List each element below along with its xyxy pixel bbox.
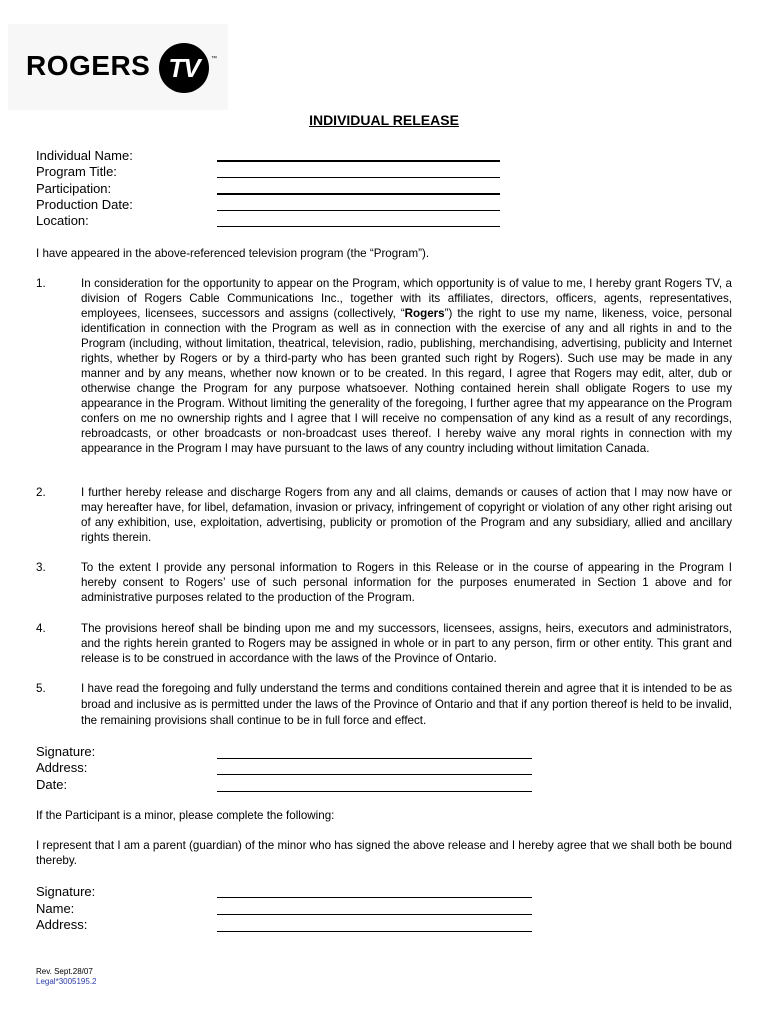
guardian-signature-line [217, 897, 532, 898]
signature-label: Signature: [36, 744, 96, 759]
intro-paragraph: I have appeared in the above-referenced television program (the “Program”). [36, 247, 430, 260]
address-label: Address: [36, 760, 88, 775]
individual-name-line [217, 160, 500, 162]
location-label: Location: [36, 213, 89, 228]
item-paragraph [81, 276, 732, 456]
item-number: 1. [36, 277, 46, 290]
individual-name-label: Individual Name: [36, 148, 133, 163]
item-number: 5. [36, 682, 46, 695]
address-line [217, 774, 532, 775]
document-title: INDIVIDUAL RELEASE [309, 112, 459, 128]
item-text-part: ”) the right to use my name, likeness, voice, personal identification in connection with the Program as well as in connection with the exercise of any and all rights in and to the Program (including, without limitation, theatrical, television, radio, publishing, merchandising, advertising, publicity and Internet rights, whether by Rogers or by a third-party who has been granted such right by Rogers). Such use may be made in any manner and by any means, whether now known or to be created. In this regard, I agree that Rogers may edit, alter, dub or otherwise change the Program for any purpose whatsoever. Nothing contained herein shall obligate Rogers to use my appearance in the Program. Without limiting the generality of the foregoing, I further agree that my appearance on the Program confers on me no ownership rights and I agree that I will receive no compensation of any kind as a result of any recordings, rebroadcasts, or other broadcasts or non-broadcast uses thereof. I hereby waive any moral rights in connection with my appearance in the Program I may have pursuant to the laws of any country including without limitation Canada. [81, 307, 732, 455]
rogers-logo-wordmark: ROGERS [26, 50, 151, 81]
participation-label: Participation: [36, 181, 112, 196]
production-date-label: Production Date: [36, 197, 133, 212]
document-id: Legal*3005195.2 [36, 977, 97, 986]
guardian-statement: I represent that I am a parent (guardian) of the minor who has signed the above release and I hereby agree that we shall both be bound thereby. [36, 839, 732, 867]
program-title-line [217, 177, 500, 178]
location-line [217, 226, 500, 227]
item-text-part: In consideration for the opportunity to appear on the Program, which opportunity is of value to me, I hereby grant Rogers TV, a division of Rogers Cable Communications Inc., together with its affiliates, directors, officers, agents, representatives, employees, licensees, successors and assigns (collectively, “ [81, 277, 732, 320]
tv-logo-badge: TV [159, 43, 209, 93]
revision-date: Rev. Sept.28/07 [36, 967, 93, 976]
item-paragraph: To the extent I provide any personal information to Rogers in this Release or in the course of appearing in the Program I hereby consent to Rogers’ use of such personal information for the purposes enumerated in Section 1 above and for administrative purposes related to the production of the Program. [81, 561, 732, 604]
guardian-signature-label: Signature: [36, 884, 96, 899]
minor-note: If the Participant is a minor, please complete the following: [36, 809, 335, 822]
guardian-address-line [217, 931, 532, 932]
item-number: 4. [36, 622, 46, 635]
trademark-symbol: ™ [211, 56, 217, 62]
item-number: 3. [36, 561, 46, 574]
item-paragraph: The provisions hereof shall be binding upon me and my successors, licensees, assigns, heirs, executors and administrators, and the rights herein granted to Rogers may be assigned in whole or in part to any person, firm or other entity. This grant and release is to be construed in accordance with the laws of the Province of Ontario. [81, 622, 732, 665]
guardian-address-label: Address: [36, 917, 88, 932]
program-title-label: Program Title: [36, 164, 117, 179]
date-label: Date: [36, 777, 68, 792]
participation-line [217, 193, 500, 195]
guardian-name-line [217, 914, 532, 915]
item-number: 2. [36, 486, 46, 499]
signature-line [217, 758, 532, 759]
defined-term-rogers: Rogers [404, 307, 445, 320]
production-date-line [217, 210, 500, 211]
item-paragraph: I further hereby release and discharge Rogers from any and all claims, demands or causes of action that I may now have or may hereafter have, for libel, defamation, invasion or privacy, infringement of copyright or violation of any other right arising out of any exhibition, use, exploitation, advertising, publicity or promotion of the Program and any subsidiary, allied and ancillary rights therein. [81, 486, 732, 544]
item-paragraph: I have read the foregoing and fully understand the terms and conditions contained therein and agree that it is intended to be as broad and inclusive as is permitted under the laws of the Province of Ontario and that if any portion thereof is held to be invalid, the remaining provisions shall continue to be in full force and effect. [81, 682, 732, 727]
guardian-name-label: Name: [36, 901, 75, 916]
date-line [217, 791, 532, 792]
revision-footer [36, 967, 97, 987]
